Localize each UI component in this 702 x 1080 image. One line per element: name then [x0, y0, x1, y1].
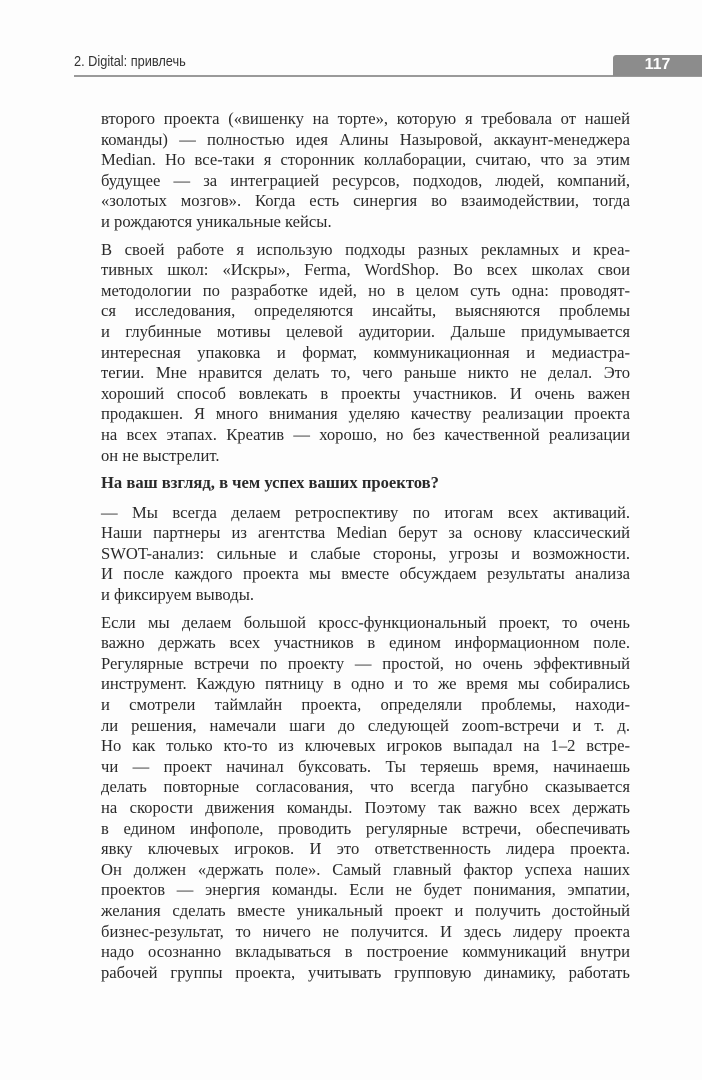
section-heading	[101, 473, 630, 494]
text-line: Регулярные встречи по проекту — простой, но очень эффективный	[101, 653, 630, 673]
text-line: На ваш взгляд, в чем успех ваших проектов?	[101, 473, 439, 493]
text-line: и глубинные мотивы целевой аудитории. Дальше придумывается	[101, 321, 630, 341]
text-line: на всех этапах. Креатив — хорошо, но без качественной реализации	[101, 424, 630, 444]
text-line: интересная упаковка и формат, коммуникационная и медиастра-	[101, 342, 630, 362]
text-line: Но как только кто-то из ключевых игроков выпадал на 1–2 встре-	[101, 736, 630, 756]
text-line: методологии по разработке идей, но в целом суть одна: проводят-	[101, 280, 630, 300]
paragraph	[101, 109, 630, 233]
text-line: тегии. Мне нравится делать то, чего раньше никто не делал. Это	[101, 363, 630, 383]
text-line: SWOT-анализ: сильные и слабые стороны, угрозы и возможности.	[101, 543, 630, 563]
text-line: рабочей группы проекта, учитывать групповую динамику, работать	[101, 962, 630, 982]
text-line: проектов — энергия команды. Если не будет понимания, эмпатии,	[101, 880, 630, 900]
text-line: бизнес-результат, то ничего не получится. И здесь лидеру проекта	[101, 921, 630, 941]
running-header-title: 2. Digital: привлечь	[74, 54, 186, 70]
text-line: тивных школ: «Искры», Ferma, WordShop. Во всех школах свои	[101, 260, 630, 280]
text-line: и смотрели таймлайн проекта, определяли проблемы, находи-	[101, 695, 630, 715]
paragraph	[101, 503, 630, 606]
text-line: второго проекта («вишенку на торте», которую я требовала от нашей	[101, 109, 630, 128]
text-line: хороший способ вовлекать в проекты участников. И очень важен	[101, 383, 630, 403]
text-line: на скорости движения команды. Поэтому так важно всех держать	[101, 798, 630, 817]
page-body	[101, 109, 630, 990]
text-line: желания сделать вместе уникальный проект и получить достойный	[101, 900, 630, 920]
text-line: — Мы всегда делаем ретроспективу по итогам всех активаций.	[101, 502, 630, 522]
text-line: и фиксируем выводы.	[101, 585, 254, 605]
text-line: он не выстрелит.	[101, 445, 220, 465]
text-line: чи — проект начинал буксовать. Ты теряешь время, начинаешь	[101, 756, 630, 776]
page-number: 117	[644, 56, 671, 73]
text-line: Если мы делаем большой кросс-функциональный проект, то очень	[101, 612, 630, 632]
text-line: будущее — за интеграцией ресурсов, подходов, людей, компаний,	[101, 170, 630, 190]
paragraph	[101, 613, 630, 984]
paragraph	[101, 240, 630, 467]
text-line: «золотых мозгов». Когда есть синергия во взаимодействии, тогда	[101, 191, 630, 211]
text-line: в едином инфополе, проводить регулярные встречи, обеспечивать	[101, 818, 630, 838]
header-rule	[74, 75, 702, 77]
text-line: важно держать всех участников в едином информационном поле.	[101, 633, 630, 653]
text-line: В своей работе я использую подходы разных рекламных и креа-	[101, 239, 630, 259]
text-line: инструмент. Каждую пятницу в одно и то же время мы собирались	[101, 674, 630, 694]
text-line: И после каждого проекта мы вместе обсуждаем результаты анализа	[101, 564, 630, 584]
text-line: Наши партнеры из агентства Median берут за основу классический	[101, 523, 630, 543]
text-line: ся исследования, определяются инсайты, выясняются проблемы	[101, 301, 630, 321]
text-line: команды) — полностью идея Алины Назыровой, аккаунт-менеджера	[101, 129, 630, 149]
text-line: продакшен. Я много внимания уделяю качеству реализации проекта	[101, 404, 630, 424]
text-line: Median. Но все-таки я сторонник коллаборации, считаю, что за этим	[101, 150, 630, 170]
text-line: ли решения, намечали шаги до следующей zoom-встречи и т. д.	[101, 715, 630, 735]
text-line: Он должен «держать поле». Самый главный фактор успеха наших	[101, 859, 630, 879]
text-line: надо осознанно вкладываться в построение коммуникаций внутри	[101, 942, 630, 962]
text-line: делать повторные согласования, что всегда пагубно сказывается	[101, 777, 630, 797]
text-line: явку ключевых игроков. И это ответственность лидера проекта.	[101, 839, 630, 859]
text-line: и рождаются уникальные кейсы.	[101, 211, 332, 231]
page-number-tab	[613, 55, 702, 76]
